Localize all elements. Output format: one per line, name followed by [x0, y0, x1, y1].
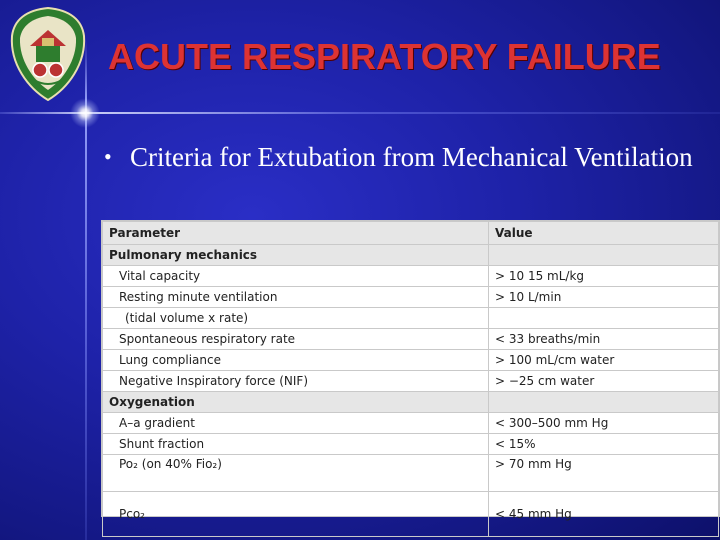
page-title: ACUTE RESPIRATORY FAILURE — [108, 36, 661, 77]
value-cell: > 10 L/min — [489, 287, 719, 308]
table-row — [103, 350, 719, 371]
bullet-dot-icon: • — [104, 144, 112, 169]
column-header-value: Value — [489, 222, 719, 245]
parameter-cell: A–a gradient — [103, 413, 489, 434]
parameter-cell: Po₂ (on 40% Fio₂) — [103, 455, 489, 492]
table-row — [103, 413, 719, 434]
university-crest-icon — [8, 6, 88, 102]
table-row — [103, 287, 719, 308]
parameter-cell: (tidal volume x rate) — [103, 308, 489, 329]
table-header-row — [103, 222, 719, 245]
bullet-text: Criteria for Extubation from Mechanical Ventilation — [130, 142, 693, 172]
parameter-cell: Lung compliance — [103, 350, 489, 371]
value-cell: < 45 mm Hg — [489, 492, 719, 537]
parameter-cell: Shunt fraction — [103, 434, 489, 455]
value-cell: > 70 mm Hg — [489, 455, 719, 492]
table-row — [103, 455, 719, 492]
value-cell: < 15% — [489, 434, 719, 455]
value-cell: < 300–500 mm Hg — [489, 413, 719, 434]
parameter-cell: Pco₂ — [103, 492, 489, 537]
value-cell: > 100 mL/cm water — [489, 350, 719, 371]
table-row — [103, 308, 719, 329]
table-row — [103, 266, 719, 287]
table-row — [103, 434, 719, 455]
parameter-cell: Resting minute ventilation — [103, 287, 489, 308]
value-cell: > 10 15 mL/kg — [489, 266, 719, 287]
parameter-cell: Negative Inspiratory force (NIF) — [103, 371, 489, 392]
decorative-sparkle — [70, 98, 100, 128]
section-label: Oxygenation — [103, 392, 489, 413]
parameter-cell: Vital capacity — [103, 266, 489, 287]
parameter-cell: Spontaneous respiratory rate — [103, 329, 489, 350]
section-label: Pulmonary mechanics — [103, 245, 489, 266]
decorative-horizontal-line — [0, 112, 720, 114]
table-row — [103, 492, 719, 537]
table-row — [103, 371, 719, 392]
section-row — [103, 392, 719, 413]
value-cell: < 33 breaths/min — [489, 329, 719, 350]
section-row — [103, 245, 719, 266]
table-row — [103, 329, 719, 350]
value-cell: > −25 cm water — [489, 371, 719, 392]
value-cell — [489, 308, 719, 329]
extubation-criteria-table — [101, 220, 720, 521]
column-header-parameter: Parameter — [103, 222, 489, 245]
